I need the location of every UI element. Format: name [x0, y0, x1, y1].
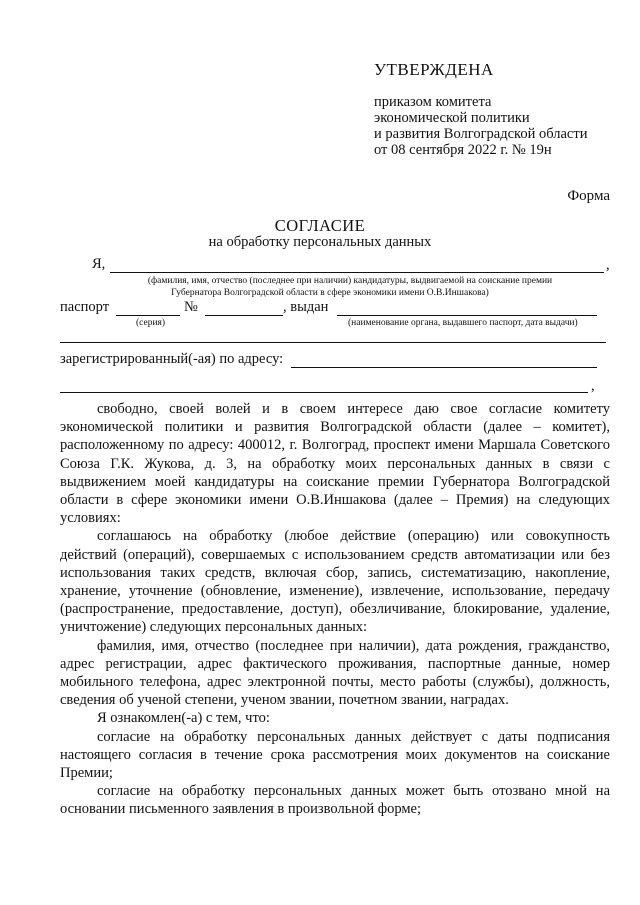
passport-extra-line[interactable]	[60, 342, 606, 343]
passport-issuer-line[interactable]	[337, 315, 597, 316]
passport-issued-label: , выдан	[283, 299, 329, 315]
form-label: Форма	[567, 188, 610, 204]
approval-title: УТВЕРЖДЕНА	[374, 60, 494, 79]
name-comma: ,	[606, 257, 610, 273]
paragraph-data-list: фамилия, имя, отчество (последнее при наличии), дата рождения, гражданство, адрес регистрации, адрес фактического проживания, паспортные данные, номер мобильного телефона, адрес электронной почты, место работы (службы), должность, сведения об ученой степени, ученом звании, почетном звании, наградах.	[60, 637, 610, 709]
document-subtitle: на обработку персональных данных	[208, 234, 432, 250]
i-label: Я,	[92, 256, 106, 272]
passport-label: паспорт	[60, 299, 110, 315]
address-line-2[interactable]	[60, 392, 588, 393]
paragraph-acknowledgment: Я ознакомлен(-а) с тем, что:	[97, 710, 270, 727]
series-hint: (серия)	[136, 318, 166, 328]
paragraph-revocation: согласие на обработку персональных данных может быть отозвано мной на основании письменного заявления в произвольной форме;	[60, 783, 610, 818]
address-label: зарегистрированный(-ая) по адресу:	[60, 351, 284, 367]
approval-line: экономической политики	[374, 110, 530, 126]
passport-number-label: №	[184, 299, 198, 315]
approval-line: и развития Волгоградской области	[374, 126, 588, 142]
document-body	[60, 400, 610, 819]
approval-line: от 08 сентября 2022 г. № 19н	[374, 142, 552, 158]
name-field-line[interactable]	[110, 272, 604, 273]
paragraph-validity: согласие на обработку персональных данных действует с даты подписания настоящего согласия в течение срока рассмотрения моих документов на соискание Премии;	[60, 728, 610, 782]
paragraph-processing: соглашаюсь на обработку (любое действие (операцию) или совокупность действий (операций), совершаемых с использованием средств автоматизации или без использования таких средств, включая сбор, запись, систематизацию, накопление, хранение, уточнение (обновление, изменение), извлечение, использование, передачу (распространение, предоставление, доступ), обезличивание, блокирование, удаление, уничтожение) следующих персональных данных:	[60, 528, 610, 636]
name-hint: Губернатора Волгоградской области в сфере экономики имени О.В.Иншакова)	[171, 288, 489, 298]
address-line[interactable]	[291, 367, 597, 368]
passport-number-line[interactable]	[205, 315, 283, 316]
name-hint: (фамилия, имя, отчество (последнее при наличии) кандидатуры, выдвигаемой на соискание премии	[147, 276, 553, 286]
address-comma: ,	[591, 378, 595, 394]
passport-series-line[interactable]	[116, 315, 180, 316]
approval-line: приказом комитета	[374, 94, 492, 110]
document-title: СОГЛАСИЕ	[274, 216, 366, 235]
paragraph-consent: свободно, своей волей и в своем интересе даю свое согласие комитету экономической политики и развития Волгоградской области (далее – комитет), расположенному по адресу: 400012, г. Волгоград, проспект имени Маршала Советского Союза Г.К. Жукова, д. 3, на обработку моих персональных данных в связи с выдвижением моей кандидатуры на соискание премии Губернатора Волгоградской области в сфере экономики имени О.В.Иншакова (далее – Премия) на следующих условиях:	[60, 401, 610, 527]
issuer-hint: (наименование органа, выдавшего паспорт, дата выдачи)	[348, 318, 578, 328]
